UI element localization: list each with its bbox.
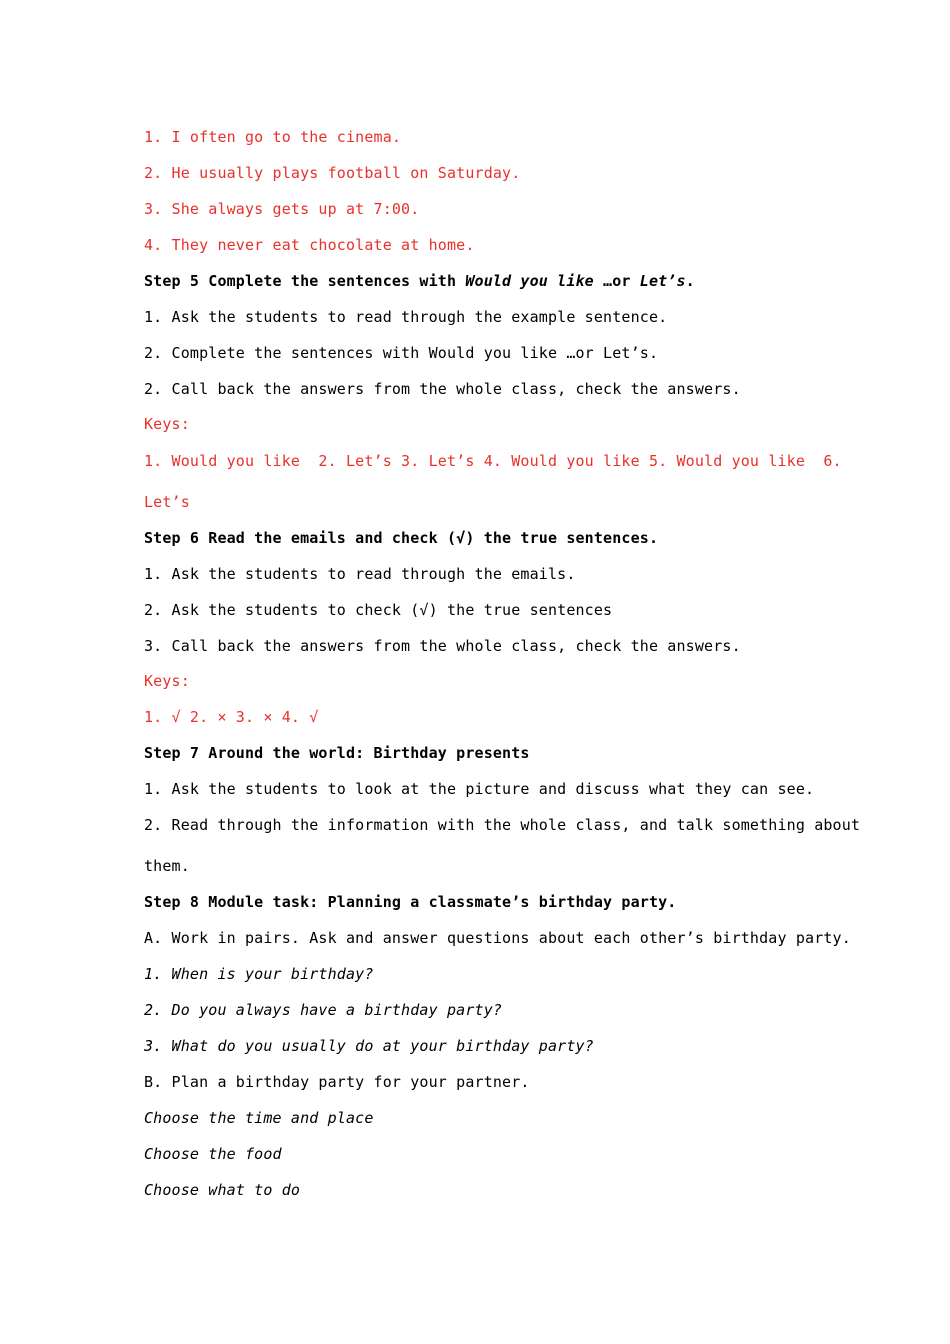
step5-keys-line-1: 1. Would you like 2. Let’s 3. Let’s 4. Would you like 5. Would you like 6. xyxy=(144,452,842,470)
step5-heading-lets: Let’s xyxy=(639,272,686,290)
step6-item-2: 2. Ask the students to check (√) the true sentences xyxy=(144,601,613,619)
step7-heading: Step 7 Around the world: Birthday presents xyxy=(144,744,530,762)
example-sentence-1: 1. I often go to the cinema. xyxy=(144,128,402,146)
example-sentence-3: 3. She always gets up at 7:00. xyxy=(144,200,420,218)
step5-keys-label: Keys: xyxy=(144,415,190,433)
step5-item-2: 2. Complete the sentences with Would you like …or Let’s. xyxy=(144,344,659,362)
step5-heading-would: Would you like xyxy=(465,272,594,290)
step8-part-a: A. Work in pairs. Ask and answer questions about each other’s birthday party. xyxy=(144,929,851,947)
step8-choice-2: Choose the food xyxy=(144,1145,282,1163)
step5-item-3: 2. Call back the answers from the whole class, check the answers. xyxy=(144,380,741,398)
step7-item-2: 2. Read through the information with the whole class, and talk something about xyxy=(144,816,861,834)
step7-item-2-continued: them. xyxy=(144,857,190,875)
step8-question-1: 1. When is your birthday? xyxy=(144,965,374,983)
step5-item-1: 1. Ask the students to read through the example sentence. xyxy=(144,308,668,326)
step8-question-2: 2. Do you always have a birthday party? xyxy=(144,1001,503,1019)
step6-item-1: 1. Ask the students to read through the emails. xyxy=(144,565,576,583)
step6-keys-label: Keys: xyxy=(144,672,190,690)
example-sentence-2: 2. He usually plays football on Saturday. xyxy=(144,164,521,182)
step8-choice-3: Choose what to do xyxy=(144,1181,301,1199)
step5-heading xyxy=(144,271,695,291)
step8-part-b: B. Plan a birthday party for your partner. xyxy=(144,1073,530,1091)
step5-heading-mid: …or xyxy=(593,272,640,290)
step6-heading: Step 6 Read the emails and check (√) the true sentences. xyxy=(144,529,659,547)
example-sentence-4: 4. They never eat chocolate at home. xyxy=(144,236,475,254)
step5-heading-prefix: Step 5 Complete the sentences with xyxy=(144,272,466,290)
step7-item-1: 1. Ask the students to look at the picture and discuss what they can see. xyxy=(144,780,815,798)
step8-heading: Step 8 Module task: Planning a classmate’s birthday party. xyxy=(144,893,677,911)
step6-item-3: 3. Call back the answers from the whole class, check the answers. xyxy=(144,637,741,655)
step5-keys-line-2: Let’s xyxy=(144,493,190,511)
step5-heading-end: . xyxy=(685,272,695,290)
step8-question-3: 3. What do you usually do at your birthday party? xyxy=(144,1037,594,1055)
step8-choice-1: Choose the time and place xyxy=(144,1109,374,1127)
step6-keys-line: 1. √ 2. × 3. × 4. √ xyxy=(144,708,319,726)
